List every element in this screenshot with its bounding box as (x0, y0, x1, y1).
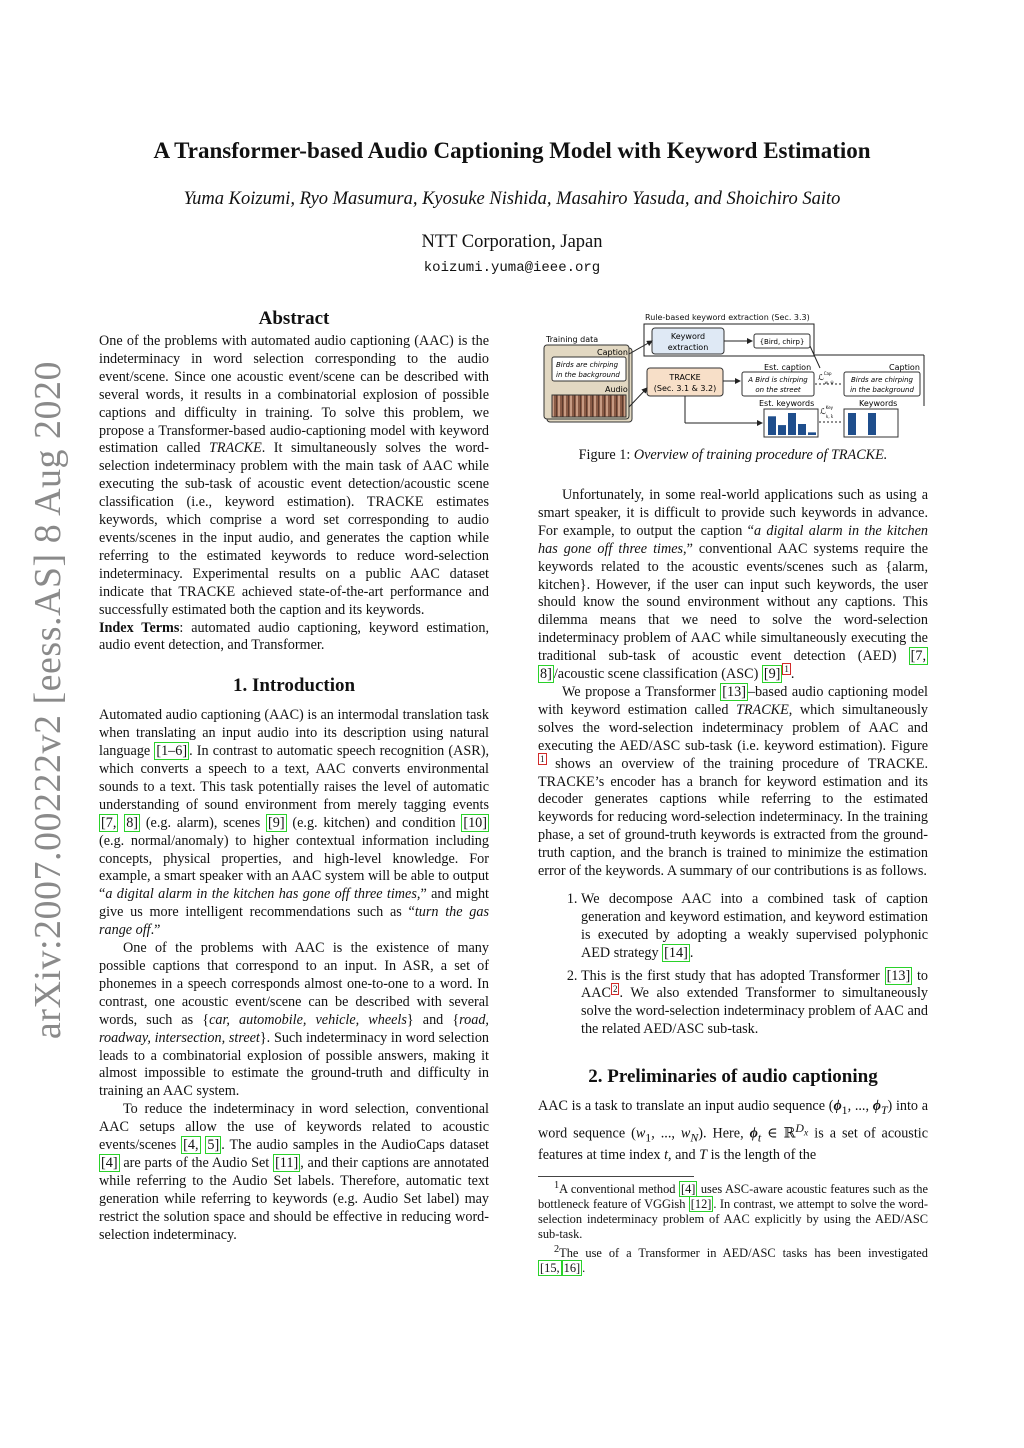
citation-link[interactable]: 5] (207, 1137, 220, 1154)
citation-link[interactable]: [4] (680, 1182, 696, 1197)
intro-paragraph-3: To reduce the indeterminacy in word selection, conventional AAC setups allow the use of keywords related to acoustic events/scenes [4, 5] . The audio samples in the AudioCaps dataset [4] are parts of the Audio Set [11] , and their captions are annotated while referring to the Audio Set labels. Therefore, automatic text generation while referring to keywords (e.g. Audio Set label) may restrict the solution space and should be effective in reducing word-selection indeterminacy. (99, 1101, 489, 1243)
citation-link[interactable]: [12] (690, 1197, 712, 1212)
keyword-bar (868, 413, 876, 435)
citation-link[interactable]: [11] (275, 1154, 299, 1171)
citation-link[interactable]: 16] (563, 1261, 581, 1276)
fig-loss-key: ℒ$^{Key}$ k, k̂ (820, 405, 834, 419)
intro-paragraph-2: One of the problems with AAC is the existence of many possible captions that correspond to an input. In ASR, a set of phonemes in a speech corresponds almost one-to-one to a word. In contrast, one acoustic event/scene can be described with several words, such as {car, automobile, vehicle, wheels} and {road, roadway, intersection, street}. Such indeterminacy in word selection leads to a combinatorial explosion of possible answers, making it almost impossible to estimate the ground-truth and difficulty in training an AAC system. (99, 940, 490, 1100)
fig-est-keywords-label: Est. keywords (759, 399, 815, 408)
author-list: Yuma Koizumi, Ryo Masumura, Kyosuke Nishida, Masahiro Yasuda, and Shoichiro Saito (183, 189, 841, 209)
fig-est-caption-label: Est. caption (764, 363, 812, 372)
citation-link[interactable]: [15, (540, 1261, 560, 1276)
citation-link[interactable]: [9] (763, 666, 781, 683)
fig-audio-tag: Audio (605, 385, 628, 394)
keyword-bar (778, 425, 786, 435)
citation-link[interactable]: [7, (101, 814, 117, 831)
abstract-heading: Abstract (258, 308, 330, 329)
paper-title: A Transformer-based Audio Captioning Model with Keyword Estimation (153, 138, 871, 163)
fig-tracke-2: (Sec. 3.1 & 3.2) (653, 384, 717, 393)
left-column (99, 333, 489, 1245)
contribution-item: 1. We decompose AAC into a combined task of caption generation and keyword estimation, and keyword estimation is executed by adopting a weakly supervised polyphonic AED strategy [14] . (581, 891, 928, 963)
fig-birds-1: Birds are chirping (556, 361, 619, 369)
fig-audio-image (552, 395, 626, 417)
keyword-bar (788, 413, 796, 435)
citation-link[interactable]: 8] (540, 666, 552, 683)
fig-right-2: in the background (850, 386, 914, 394)
keyword-bar (808, 432, 816, 435)
footnote-ref[interactable]: 1 (784, 664, 789, 675)
intro-paragraph-1: Automated audio captioning (AAC) is an intermodal translation task when translating an input audio into its description using natural language [1–6] . In contrast to automatic speech recognition (ASR), which converts a speech to a text, AAC converts environmental sounds to a text. This task potentially raises the level of automatic understanding of sound environment from merely tagging events [7, 8] (e.g. alarm), scenes [9] (e.g. kitchen) and condition [10] (e.g. normal/anomaly) to higher contextual information including concepts, physical properties, and high-level knowledge. For example, a smart speaker with an AAC system will be able to output “a digital alarm in the kitchen has gone off three times,” and might give us more intelligent recommendations such as “turn the gas range off.” (99, 707, 489, 939)
fig-loss-cap: ℒ$^{Cap}$ w, ŵ (818, 371, 834, 385)
figure-1-diagram (540, 310, 930, 440)
citation-link[interactable]: [7, (910, 648, 926, 665)
abstract-body: One of the problems with automated audio captioning (AAC) is the indeterminacy in word selection corresponding to the audio event/scene. Since one acoustic event/scene can be described with several words, it results in a combinatorial explosion of possible captions and difficulty in training. To solve this problem, we propose a Transformer-based audio-captioning model with keyword estimation called TRACKE. It simultaneously solves the word-selection indeterminacy problem with the main task of AAC while executing the sub-task of acoustic event detection/acoustic scene classification (i.e., keyword estimation). TRACKE estimates keywords, which comprise a word set corresponding to audio events/scenes in the input audio, and generates the caption while referring to the estimated keywords to reduce word-selection indeterminacy. Experimental results on a public AAC dataset indicate that TRACKE achieved state-of-the-art performance and successfully estimated both the caption and its keywords. (99, 333, 489, 618)
keyword-bar (798, 424, 806, 435)
footnote-2: $^2$The use of a Transformer in AED/ASC tasks has been investigated [15, 16] . (540, 1244, 928, 1276)
citation-link[interactable]: [13] (886, 967, 911, 984)
section-1-heading: 1. Introduction (232, 675, 356, 697)
contributions-list (538, 891, 928, 1039)
citation-link[interactable]: 8] (126, 814, 139, 831)
index-terms: Index Terms: automated audio captioning, keyword estimation, audio event detection, and Transformer. (99, 619, 489, 654)
fig-keyword-1: Keyword (670, 332, 706, 341)
right-paragraph-2: We propose a Transformer [13] –based audio captioning model with keyword estimation called TRACKE, which simultaneously solves the word-selection indeterminacy problem of AAC and executing the AED/ASC sub-task (i.e. keyword estimation). Figure $^1$ shows an overview of the training procedure of TRACKE. TRACKE’s encoder has a branch for keyword estimation and its decoder generates captions while referring to the estimated keywords for reducing word-selection indeterminacy. In the training phase, a set of ground-truth keywords is extracted from the ground-truth caption, and the branch is trained to minimize the estimation error of the keywords. A summary of our contributions is as follows. (538, 683, 928, 880)
figure-1-caption: Figure 1: Overview of training procedure of TRACKE. (578, 447, 888, 463)
figure-ref[interactable]: 1 (540, 753, 545, 764)
section-2-paragraph: AAC is a task to translate an input audio sequence ($\phi_1$, ..., $\phi_T$) into a word sequence ($w_1$, ..., $w_N$). Here, $\phi_t$ ∈ ℝ$^{D_x}$ is a set of acoustic features at time index t, and T is the length of the (538, 1098, 929, 1164)
footnote-rule (538, 1176, 694, 1177)
arxiv-stamp (18, 350, 78, 1050)
arxiv-id: arXiv:2007.00222v2 [eess.AS] 8 Aug 2020 (27, 360, 69, 1040)
citation-link[interactable]: [4, (183, 1137, 199, 1154)
footnote-1: $^1$A conventional method [4] uses ASC-aware acoustic features such as the bottleneck feature of VGGish [12] . In contrast, we attempt to solve the word-selection indeterminacy problem of AAC explicitly by using the AED/ASC sub-task. (538, 1180, 928, 1242)
citation-link[interactable]: [4] (101, 1154, 118, 1171)
figure-1 (540, 310, 930, 440)
fig-est-1: A Bird is chirping (748, 376, 808, 384)
fig-caption-tag: Caption (597, 348, 628, 357)
fig-top-label: Rule-based keyword extraction (Sec. 3.3) (645, 313, 810, 322)
keyword-bar (768, 416, 776, 435)
contribution-item: 2. This is the first study that has adopted Transformer [13] to AAC $^2$ . We also extended Transformer to simultaneously solve the word-selection indeterminacy problem of AAC and the related AED/ASC sub-task. (581, 968, 928, 1040)
fig-bird-chirp: {Bird, chirp} (759, 338, 805, 346)
citation-link[interactable]: [14] (664, 944, 688, 961)
citation-link[interactable]: [10] (463, 814, 487, 831)
fig-keyword-2: extraction (667, 343, 709, 352)
footnote-ref[interactable]: 2 (612, 983, 618, 994)
citation-link[interactable]: [9] (268, 814, 285, 831)
right-paragraph-1: Unfortunately, in some real-world applications such as using a smart speaker, it is difficult to provide such keywords in advance. For example, to output the caption “a digital alarm in the kitchen has gone off three times,” conventional AAC systems require the keywords related to the acoustic events/scenes such as {alarm, kitchen}. However, if the user can input such keywords, the user should know the sound environment without any captions. This dilemma means that we need to solve the word-selection indeterminacy problem of AAC while simultaneously executing the traditional sub-task of acoustic event detection (AED) [7, 8] /acoustic scene classification (ASC) [9] $^1$ . (538, 487, 929, 683)
fig-keywords-label: Keywords (859, 399, 898, 408)
keyword-bar (848, 413, 856, 435)
citation-link[interactable]: [13] (722, 683, 746, 700)
fig-training-data-label: Training data (546, 335, 599, 344)
right-column (538, 487, 928, 1165)
fig-birds-2: in the background (556, 371, 620, 379)
section-2-heading: 2. Preliminaries of audio captioning (588, 1066, 878, 1088)
affiliation: NTT Corporation, Japan (421, 232, 603, 252)
fig-tracke-1: TRACKE (669, 373, 701, 382)
author-email[interactable]: koizumi.yuma@ieee.org (423, 260, 601, 276)
fig-est-2: on the street (755, 386, 801, 394)
fig-right-1: Birds are chirping (850, 376, 914, 384)
footnotes (538, 1178, 928, 1276)
citation-link[interactable]: [1–6] (156, 743, 188, 760)
fig-caption-right-label: Caption (889, 363, 920, 372)
